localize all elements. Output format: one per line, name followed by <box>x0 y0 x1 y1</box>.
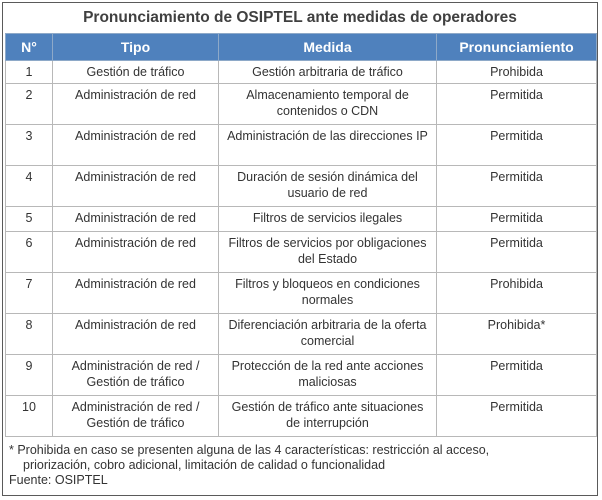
cell-medida: Filtros y bloqueos en condiciones normales <box>219 273 437 314</box>
cell-tipo: Administración de red / Gestión de tráfico <box>53 355 219 396</box>
cell-number: 2 <box>6 84 53 125</box>
table-row <box>6 273 597 314</box>
cell-pronunciamiento: Permitida <box>437 355 597 396</box>
cell-tipo: Administración de red <box>53 166 219 207</box>
cell-pronunciamiento: Prohibida <box>437 61 597 84</box>
footnote <box>9 443 589 488</box>
cell-medida: Diferenciación arbitraria de la oferta comercial <box>219 314 437 355</box>
table-row <box>6 207 597 232</box>
table-row <box>6 355 597 396</box>
cell-pronunciamiento: Permitida <box>437 232 597 273</box>
table-title: Pronunciamiento de OSIPTEL ante medidas de operadores <box>83 9 517 26</box>
source-note: Fuente: OSIPTEL <box>9 473 108 487</box>
header-row <box>6 34 597 61</box>
cell-tipo: Administración de red <box>53 232 219 273</box>
cell-medida: Filtros de servicios ilegales <box>219 207 437 232</box>
table-row <box>6 84 597 125</box>
cell-tipo: Gestión de tráfico <box>53 61 219 84</box>
footnote-line-1: * Prohibida en caso se presenten alguna de las 4 características: restricción al acceso, <box>9 443 490 457</box>
footnote-line-2: priorización, cobro adicional, limitación de calidad o funcionalidad <box>23 458 386 472</box>
cell-medida: Duración de sesión dinámica del usuario de red <box>219 166 437 207</box>
table-row <box>6 166 597 207</box>
cell-medida: Filtros de servicios por obligaciones del Estado <box>219 232 437 273</box>
cell-tipo: Administración de red <box>53 314 219 355</box>
table-row <box>6 125 597 166</box>
cell-pronunciamiento: Permitida <box>437 84 597 125</box>
cell-number: 10 <box>6 396 53 437</box>
table-row <box>6 61 597 84</box>
measures-table <box>5 33 597 437</box>
cell-medida: Gestión de tráfico ante situaciones de interrupción <box>219 396 437 437</box>
cell-tipo: Administración de red <box>53 207 219 232</box>
cell-number: 7 <box>6 273 53 314</box>
cell-pronunciamiento: Permitida <box>437 125 597 166</box>
cell-medida: Protección de la red ante acciones maliciosas <box>219 355 437 396</box>
cell-number: 9 <box>6 355 53 396</box>
cell-pronunciamiento: Prohibida <box>437 273 597 314</box>
cell-number: 6 <box>6 232 53 273</box>
header-tipo: Tipo <box>53 34 219 61</box>
table-row <box>6 232 597 273</box>
cell-tipo: Administración de red <box>53 273 219 314</box>
cell-medida: Administración de las direcciones IP <box>219 125 437 166</box>
cell-number: 5 <box>6 207 53 232</box>
cell-pronunciamiento: Prohibida* <box>437 314 597 355</box>
cell-medida: Almacenamiento temporal de contenidos o CDN <box>219 84 437 125</box>
table-row <box>6 396 597 437</box>
cell-number: 8 <box>6 314 53 355</box>
cell-number: 1 <box>6 61 53 84</box>
cell-pronunciamiento: Permitida <box>437 207 597 232</box>
header-pronunciamiento: Pronunciamiento <box>437 34 597 61</box>
cell-tipo: Administración de red <box>53 125 219 166</box>
cell-pronunciamiento: Permitida <box>437 396 597 437</box>
cell-number: 4 <box>6 166 53 207</box>
table-row <box>6 314 597 355</box>
cell-pronunciamiento: Permitida <box>437 166 597 207</box>
cell-tipo: Administración de red / Gestión de tráfico <box>53 396 219 437</box>
header-medida: Medida <box>219 34 437 61</box>
cell-tipo: Administración de red <box>53 84 219 125</box>
table-frame <box>2 2 598 496</box>
header-number: N° <box>6 34 53 61</box>
cell-number: 3 <box>6 125 53 166</box>
cell-medida: Gestión arbitraria de tráfico <box>219 61 437 84</box>
